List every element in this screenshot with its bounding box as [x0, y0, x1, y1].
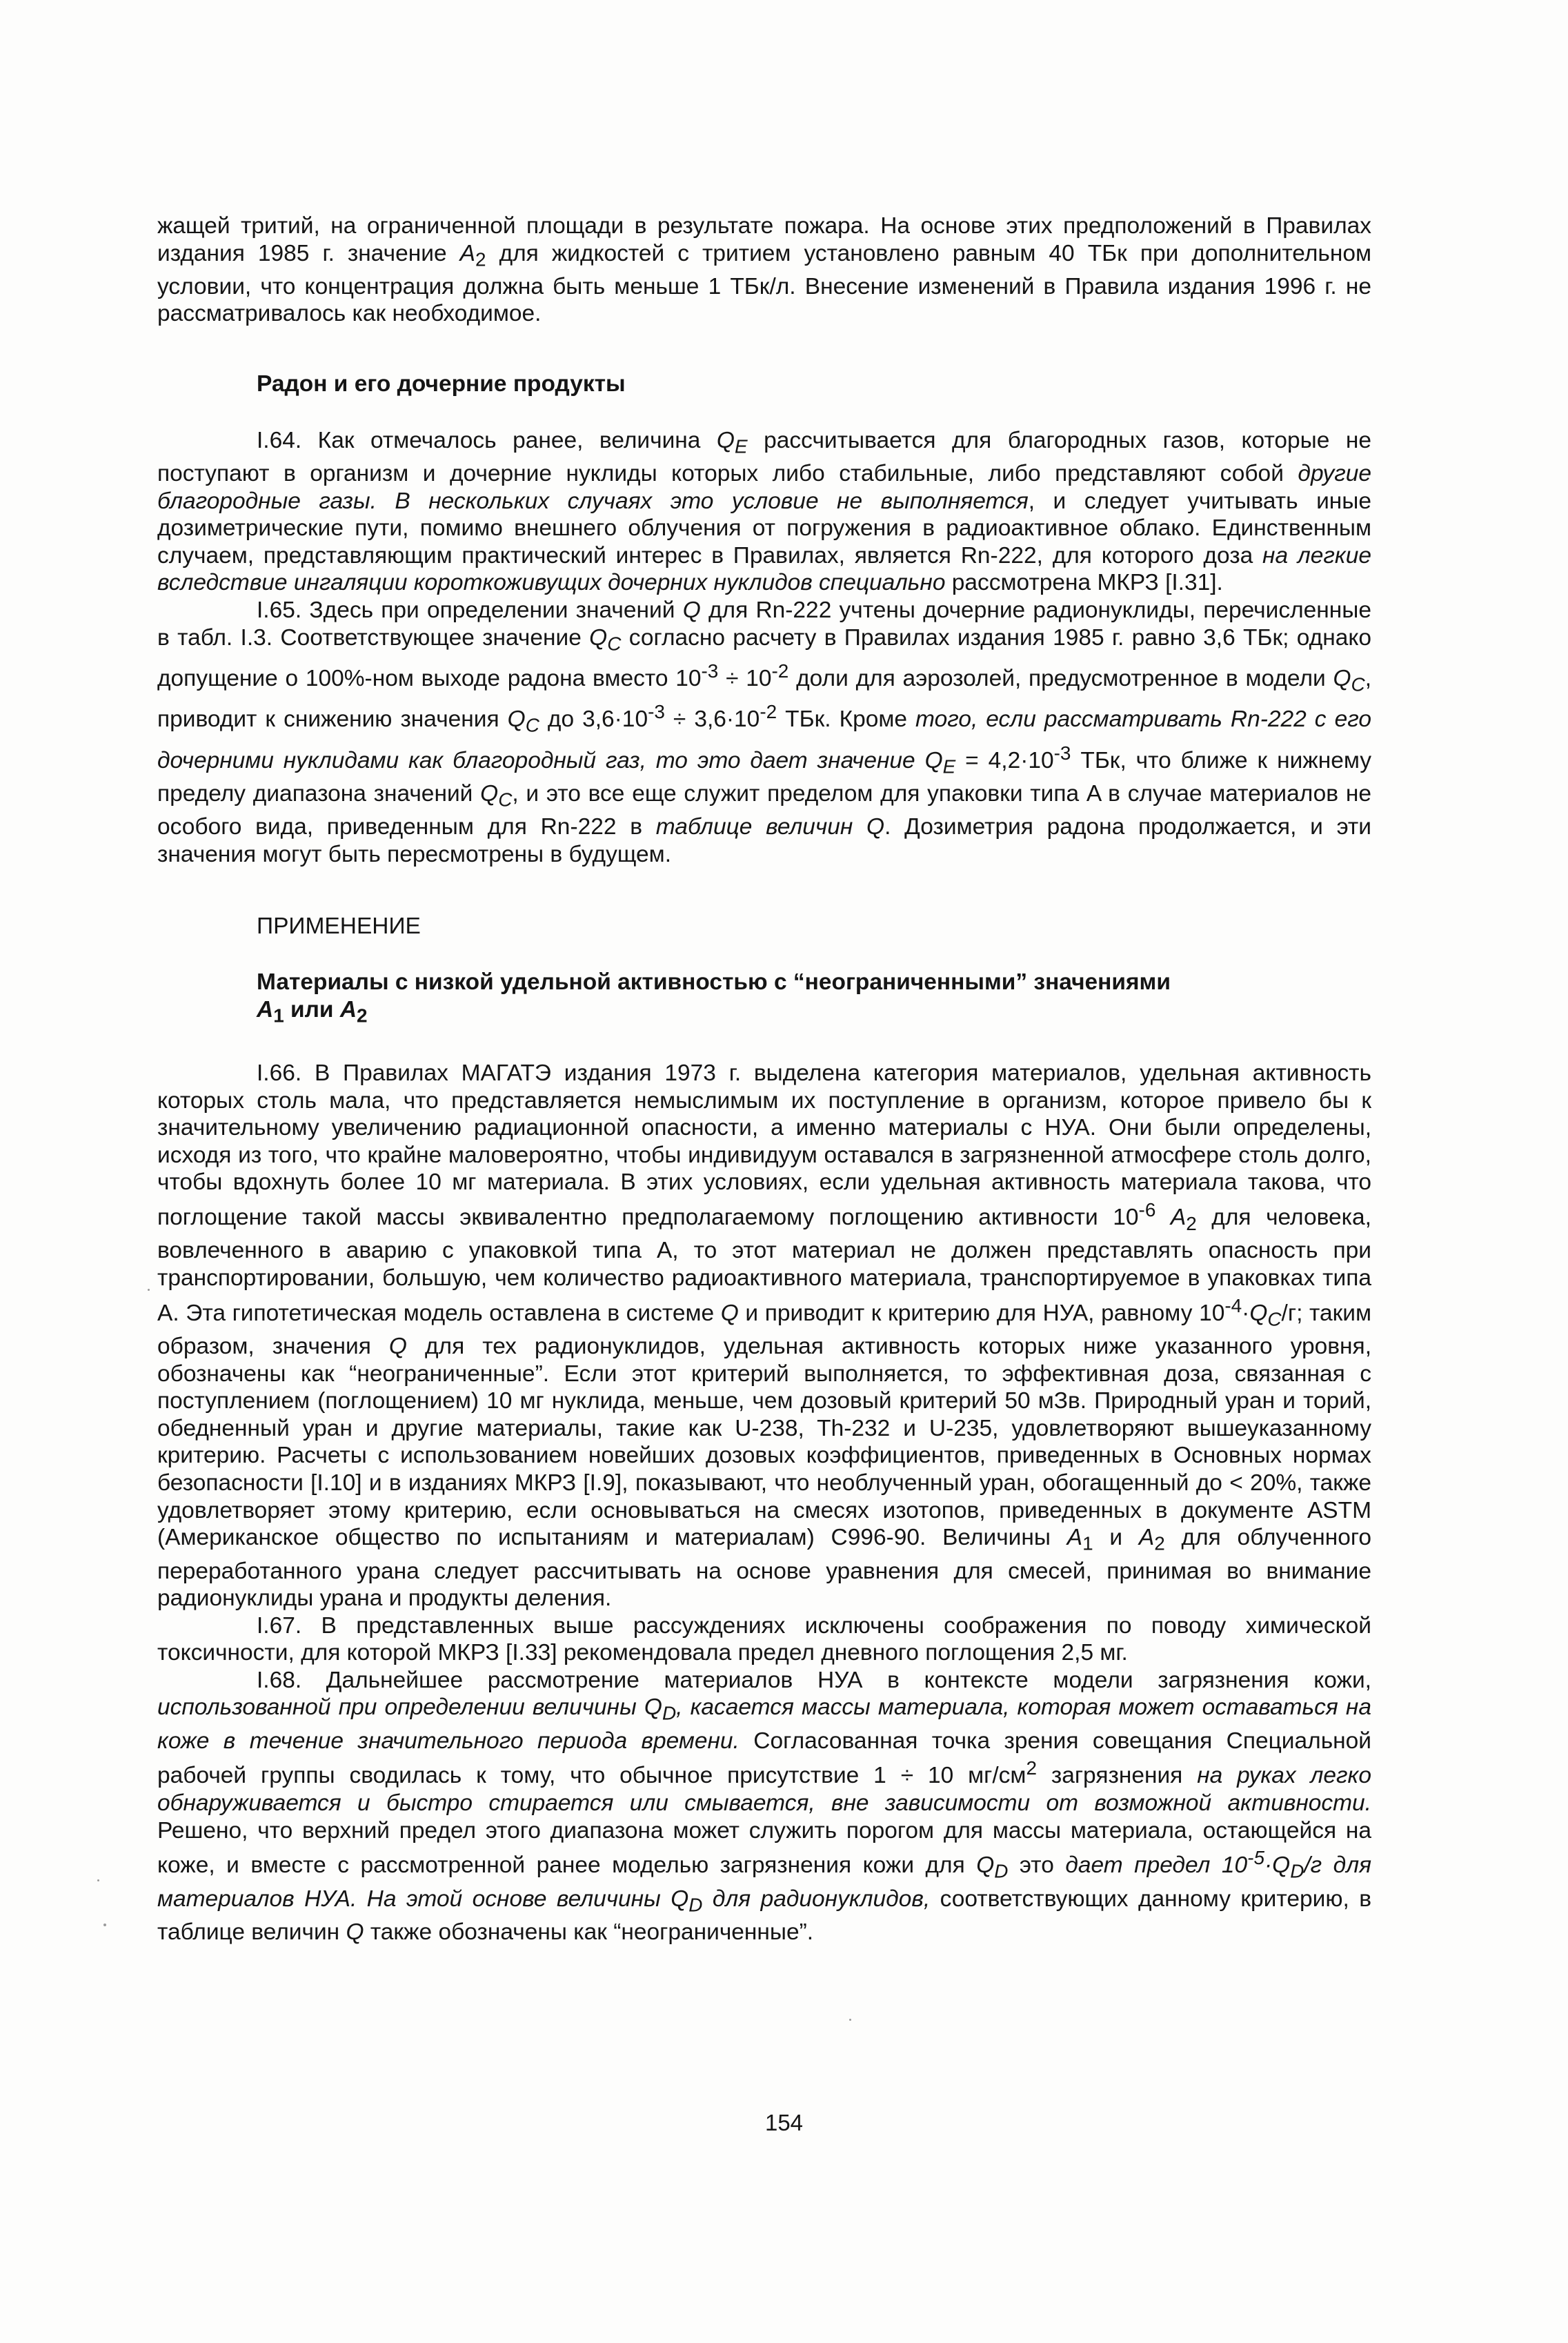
- paragraph-i66: I.66. В Правилах МАГАТЭ издания 1973 г. выделена категория материалов, удельная активность которых столь мала, что представляется немыслимым их поступление в организм, которое привело бы к значительному увеличению радиационной опасности, а именно материалы с НУА. Они были определены, исходя из того, что крайне маловероятно, чтобы индивидуум оставался в загрязненной атмосфере столь долго, чтобы вдохнуть более 10 мг материала. В этих условиях, если удельная активность материала такова, что поглощение такой массы эквивалентно предполагаемому поглощению активности $10^{-6}$ $A_2$ для человека, вовлеченного в аварию с упаковкой типа A, то этот материал не должен представлять опасность при транспортировании, большую, чем количество радиоактивного материала, транспортируемое в упаковках типа A. Эта гипотетическая модель оставлена в системе Q и приводит к критерию для НУА, равному $10^{-4}\cdot Q_C/г$; таким образом, значения Q для тех радионуклидов, удельная активность которых ниже указанного уровня, обозначены как “неограниченные”. Если этот критерий выполняется, то эффективная доза, связанная с поступлением (поглощением) 10 мг нуклида, меньше, чем дозовый критерий 50 мЗв. Природный уран и торий, обедненный уран и другие материалы, такие как U-238, Th-232 и U-235, удовлетворяют вышеуказанному критерию. Расчеты с использованием новейших дозовых коэффициентов, приведенных в Основных нормах безопасности [I.10] и в изданиях МКРЗ [I.9], показывают, что необлученный уран, обогащенный до < 20%, также удовлетворяет этому критерию, если основываться на смесях изотопов, приведенных в документе ASTM (Американское общество по испытаниям и материалам) C996-90. Величины $A_1$ и $A_2$ для облученного переработанного урана следует рассчитывать на основе уравнения для смесей, принимая во внимание радионуклиды урана и продукты деления.: [157, 1060, 1372, 1612]
- paragraph-i67: I.67. В представленных выше рассуждениях исключены соображения по поводу химической токсичности, для которой МКРЗ [I.33] рекомендовала предел дневного поглощения 2,5 мг.: [157, 1612, 1371, 1666]
- section-heading-application: ПРИМЕНЕНИЕ: [257, 913, 421, 939]
- scan-speck: [849, 2019, 851, 2021]
- subsection-heading-lsa-materials: Материалы с низкой удельной активностью с “неограниченными” значениями $A_1$ или $A_2$: [257, 969, 1171, 1027]
- text-body: [157, 212, 1371, 1946]
- section-heading-radon: Радон и его дочерние продукты: [257, 371, 626, 397]
- paragraph-i65: I.65. Здесь при определении значений Q для Rn-222 учтены дочерние радионуклиды, перечисленные в табл. I.3. Соответствующее значение $Q_C$ согласно расчету в Правилах издания 1985 г. равно 3,6 ТБк; однако допущение о 100%-ном выходе радона вместо $10^{-3} \div 10^{-2}$ доли для аэрозолей, предусмотренное в модели $Q_C$, приводит к снижению значения $Q_C$ до $3,6\cdot 10^{-3} \div 3,6\cdot 10^{-2}$ ТБк. Кроме того, если рассматривать Rn-222 с его дочерними нуклидами как благородный газ, то это дает значение $Q_E = 4,2\cdot 10^{-3}$ ТБк, что ближе к нижнему пределу диапазона значений $Q_C$, и это все еще служит пределом для упаковки типа A в случае материалов не особого вида, приведенным для Rn-222 в таблице величин Q. Дозиметрия радона продолжается, и эти значения могут быть пересмотрены в будущем.: [157, 597, 1372, 867]
- paragraph-continuation: жащей тритий, на ограниченной площади в результате пожара. На основе этих предположений в Правилах издания 1985 г. значение $A_2$ для жидкостей с тритием установлено равным 40 ТБк при дополнительном условии, что концентрация должна быть меньше 1 ТБк/л. Внесение изменений в Правила издания 1996 г. не рассматривалось как необходимое.: [157, 213, 1371, 327]
- scan-speck: [148, 1289, 150, 1291]
- page-number: 154: [764, 2110, 804, 2135]
- scan-speck: [103, 1924, 106, 1926]
- paragraph-i64: I.64. Как отмечалось ранее, величина $Q_E$ рассчитывается для благородных газов, которые не поступают в организм и дочерние нуклиды которых либо стабильные, либо представляют собой другие благородные газы. В нескольких случаях это условие не выполняется, и следует учитывать иные дозиметрические пути, помимо внешнего облучения от погружения в радиоактивное облако. Единственным случаем, представляющим практический интерес в Правилах, является Rn-222, для которого доза на легкие вследствие ингаляции короткоживущих дочерних нуклидов специально рассмотрена МКРЗ [I.31].: [157, 427, 1372, 596]
- paragraph-i68: I.68. Дальнейшее рассмотрение материалов НУА в контексте модели загрязнения кожи, использованной при определении величины $Q_D$, касается массы материала, которая может оставаться на коже в течение значительного периода времени. Согласованная точка зрения совещания Специальной рабочей группы сводилась к тому, что обычное присутствие 1 ÷ 10 $мг/см^2$ загрязнения на руках легко обнаруживается и быстро стирается или смывается, вне зависимости от возможной активности. Решено, что верхний предел этого диапазона может служить порогом для массы материала, остающейся на коже, и вместе с рассмотренной ранее моделью загрязнения кожи для $Q_D$ это дает предел $10^{-5}\cdot Q_D/г$ для материалов НУА. На этой основе величины $Q_D$ для радионуклидов, соответствующих данному критерию, в таблице величин Q также обозначены как “неограниченные”.: [157, 1667, 1371, 1945]
- scan-speck: [97, 1879, 99, 1881]
